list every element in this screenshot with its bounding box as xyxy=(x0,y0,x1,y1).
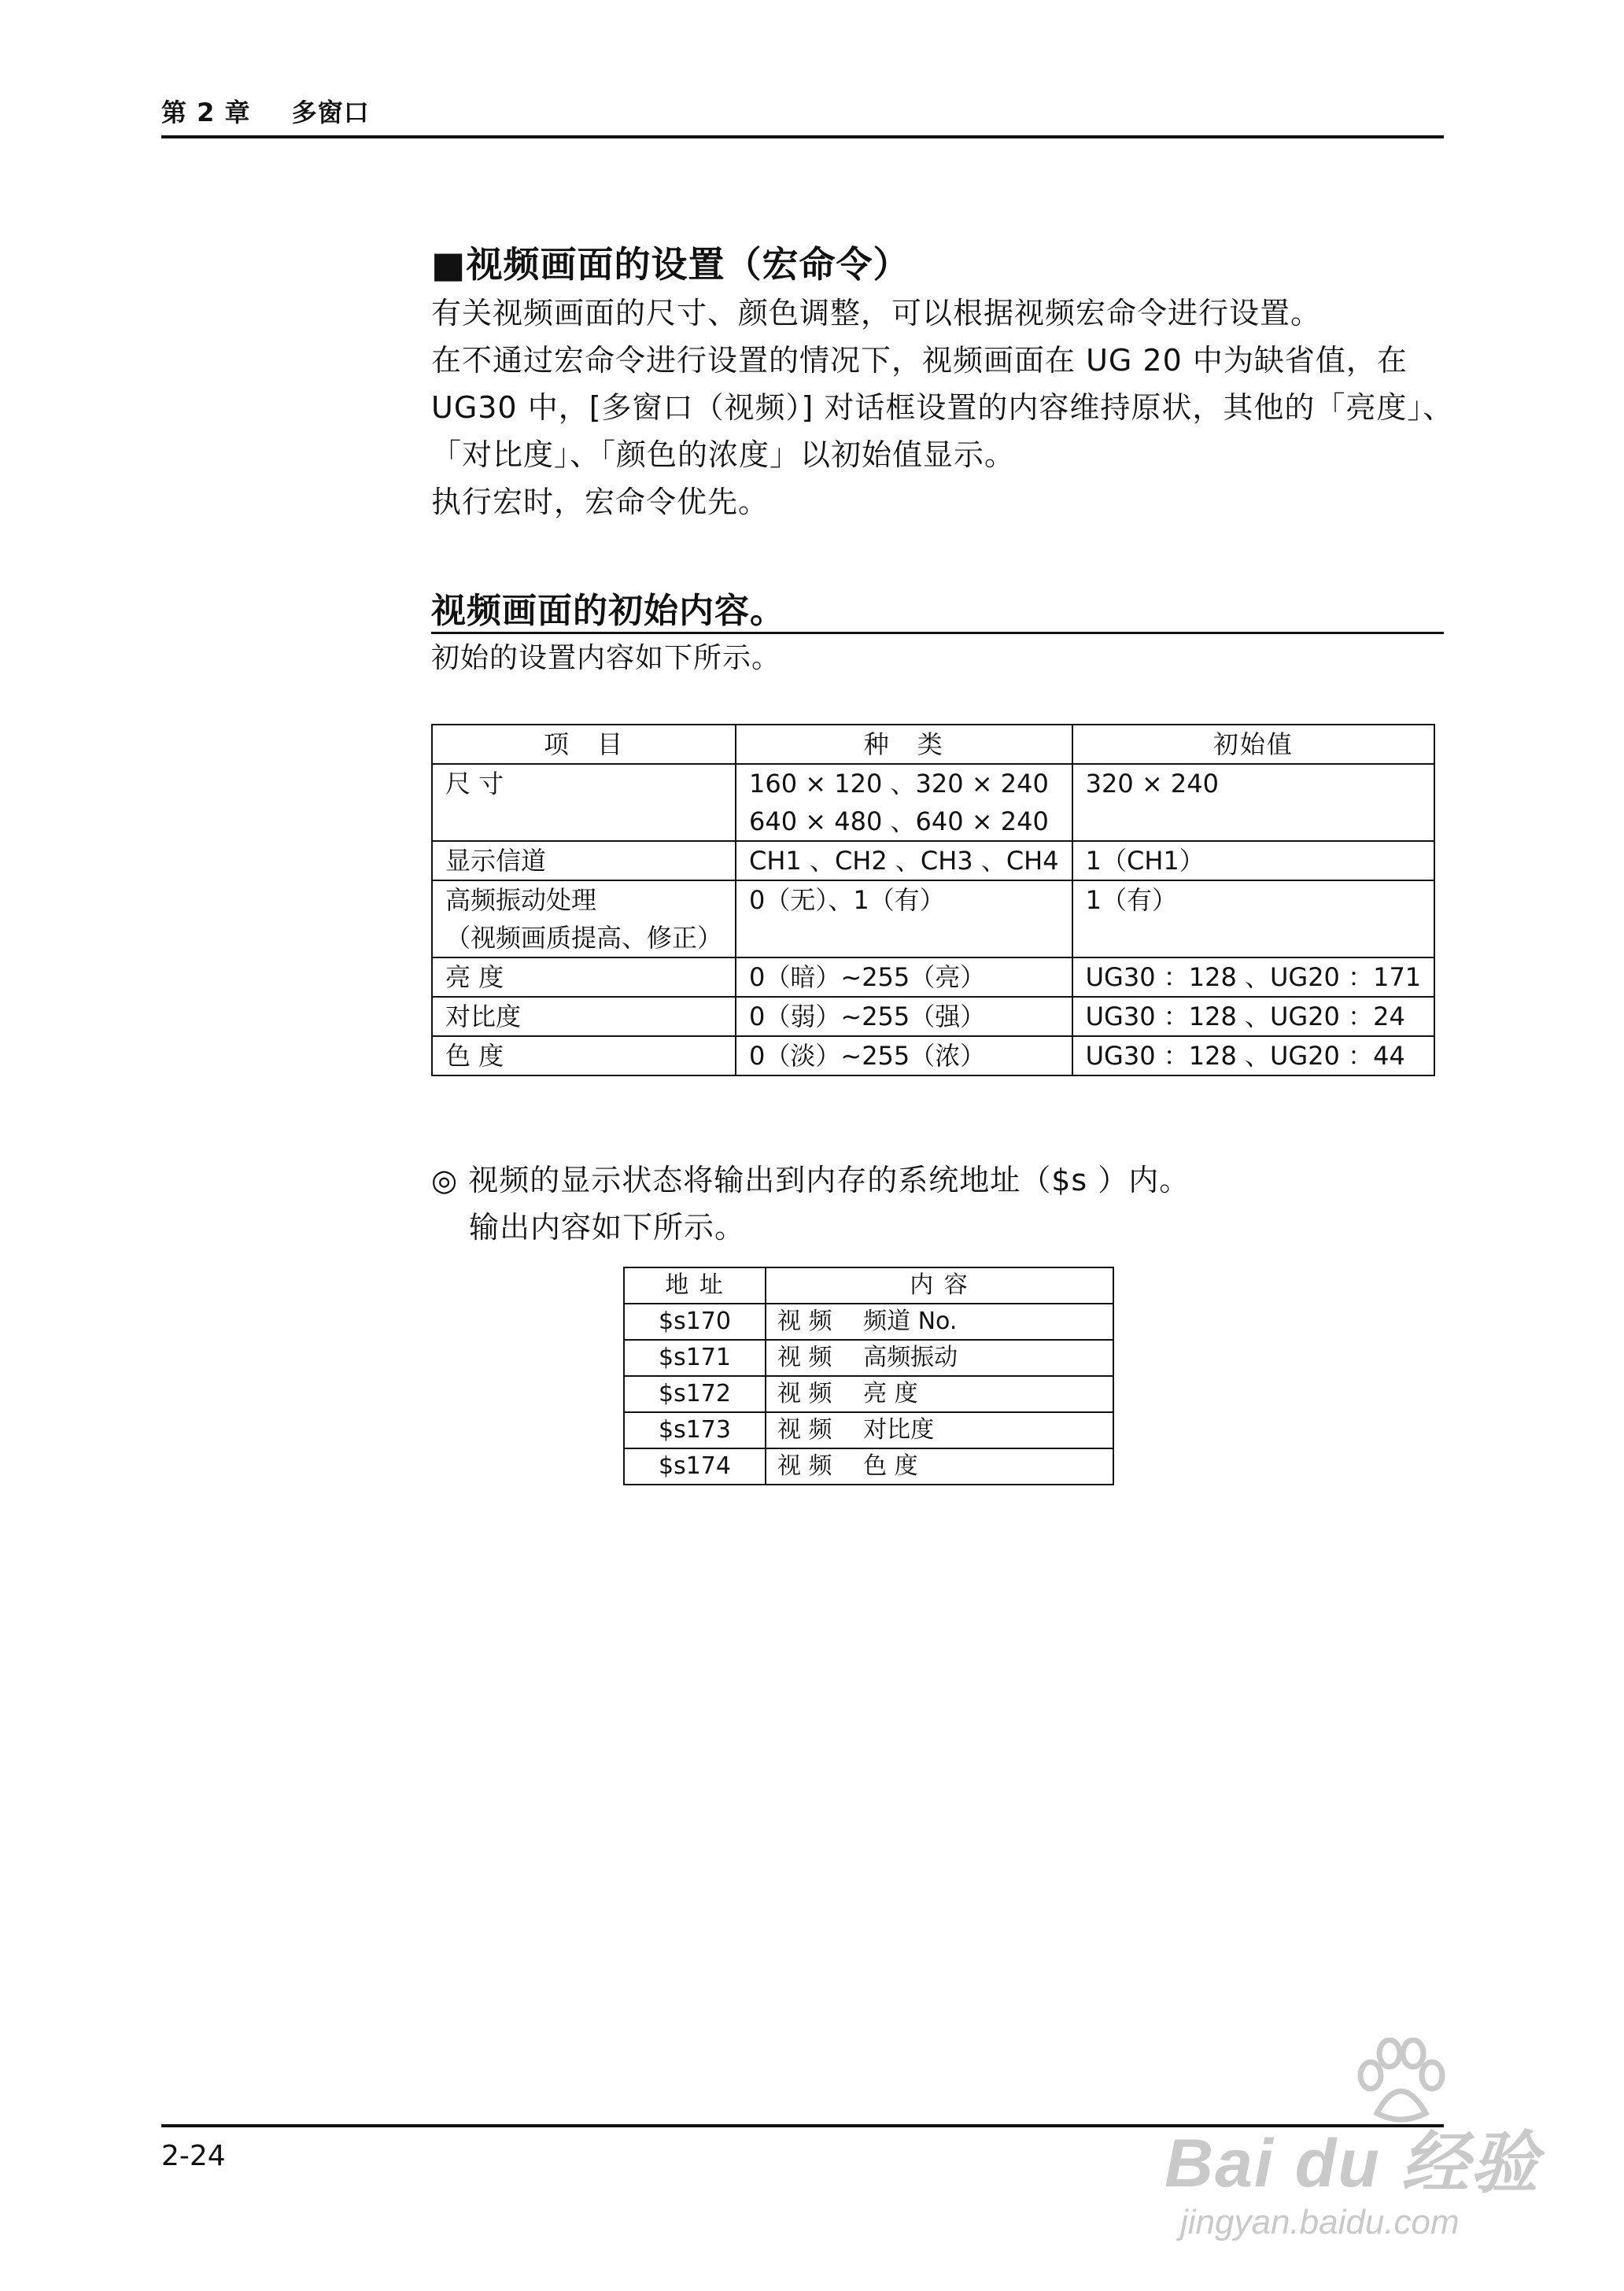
cell-address: $s173 xyxy=(624,1412,766,1448)
paragraph-line-3: UG30 中，[多窗口（视频）] 对话框设置的内容维持原状，其他的「亮度」、 xyxy=(431,390,1454,425)
paragraph-line-5: 执行宏时，宏命令优先。 xyxy=(431,485,770,519)
table-row xyxy=(432,957,1434,997)
cell-text: 显示信道 xyxy=(445,846,547,876)
cell-text: 高频振动处理 xyxy=(445,885,597,915)
cell-text: 色 度 xyxy=(445,1041,504,1071)
cell-text: 0（无）、1（有） xyxy=(749,885,945,915)
subsection-description: 初始的设置内容如下所示。 xyxy=(431,642,781,674)
subsection-title: 视频画面的初始内容。 xyxy=(431,591,785,631)
cell-text: 1（CH1） xyxy=(1085,846,1205,876)
cell-initial xyxy=(1072,764,1435,841)
cell-text: 对比度 xyxy=(445,1002,522,1031)
paragraph-line-1: 有关视频画面的尺寸、颜色调整，可以根据视频宏命令进行设置。 xyxy=(431,296,1322,330)
cell-kind xyxy=(736,764,1072,841)
chapter-title: 多窗口 xyxy=(291,98,370,127)
header-rule xyxy=(161,135,1444,138)
cell-text: 640 × 480 、640 × 240 xyxy=(749,806,1049,836)
cell-text: UG30 ：128 、UG20 ：24 xyxy=(1085,1002,1405,1031)
cell-text: 亮 度 xyxy=(445,962,504,992)
table-row xyxy=(432,1036,1434,1075)
header-address: 地 址 xyxy=(624,1267,766,1304)
cell-address: $s170 xyxy=(624,1304,766,1340)
table-body xyxy=(432,764,1434,1075)
cell-text: 0（暗）~255（亮） xyxy=(749,962,986,992)
cell-item xyxy=(432,841,736,880)
table-row xyxy=(624,1304,1113,1340)
table-row xyxy=(624,1376,1113,1412)
cell-kind xyxy=(736,997,1072,1036)
cell-kind xyxy=(736,880,1072,957)
table-row xyxy=(432,764,1434,841)
table-header-row xyxy=(432,725,1434,764)
initial-settings-table xyxy=(431,724,1435,1076)
watermark-url: jingyan.baidu.com xyxy=(1180,2203,1460,2241)
header-kind: 种 类 xyxy=(736,725,1072,764)
cell-text: 1（有） xyxy=(1085,885,1177,915)
cell-content: 视 频 亮 度 xyxy=(766,1376,1113,1412)
cell-initial xyxy=(1072,997,1435,1036)
cell-text: 0（弱）~255（强） xyxy=(749,1002,986,1031)
paragraph-line-4: 「对比度」、「颜色的浓度」以初始值显示。 xyxy=(431,437,1016,472)
memory-note: ◎ 视频的显示状态将输出到内存的系统地址（$s ）内。 xyxy=(431,1163,1190,1197)
cell-text: 160 × 120 、320 × 240 xyxy=(749,769,1049,799)
cell-initial xyxy=(1072,957,1435,997)
cell-content: 视 频 色 度 xyxy=(766,1448,1113,1485)
chapter-number: 第 2 章 xyxy=(161,98,251,127)
cell-initial xyxy=(1072,880,1435,957)
cell-item xyxy=(432,1036,736,1075)
cell-address: $s172 xyxy=(624,1376,766,1412)
table-row xyxy=(432,880,1434,957)
memory-note-2: 输出内容如下所示。 xyxy=(469,1210,746,1245)
address-table xyxy=(623,1267,1114,1485)
table-row xyxy=(624,1448,1113,1485)
cell-item xyxy=(432,997,736,1036)
cell-text: UG30 ：128 、UG20 ：44 xyxy=(1085,1041,1405,1071)
page-number: 2-24 xyxy=(161,2140,226,2172)
chapter-header xyxy=(161,93,370,129)
section-title: ■视频画面的设置（宏命令） xyxy=(431,243,910,286)
cell-initial xyxy=(1072,1036,1435,1075)
subsection-rule xyxy=(431,632,1444,634)
cell-content: 视 频 对比度 xyxy=(766,1412,1113,1448)
header-initial: 初始值 xyxy=(1072,725,1435,764)
cell-item xyxy=(432,764,736,841)
table-header-row xyxy=(624,1267,1113,1304)
watermark-brand: Bai du 经验 xyxy=(1164,2126,1540,2201)
cell-kind xyxy=(736,957,1072,997)
cell-address: $s174 xyxy=(624,1448,766,1485)
cell-kind xyxy=(736,1036,1072,1075)
cell-text: （视频画质提高、修正） xyxy=(445,923,723,953)
cell-content: 视 频 频道 No. xyxy=(766,1304,1113,1340)
cell-kind xyxy=(736,841,1072,880)
header-content: 内 容 xyxy=(766,1267,1113,1304)
cell-text: 0（淡）~255（浓） xyxy=(749,1041,986,1071)
table-row xyxy=(624,1412,1113,1448)
cell-text: 320 × 240 xyxy=(1085,769,1219,799)
cell-item xyxy=(432,957,736,997)
cell-initial xyxy=(1072,841,1435,880)
paragraph-line-2: 在不通过宏命令进行设置的情况下，视频画面在 UG 20 中为缺省值，在 xyxy=(431,343,1408,378)
table-row xyxy=(432,997,1434,1036)
header-item: 项 目 xyxy=(432,725,736,764)
cell-item xyxy=(432,880,736,957)
table-row xyxy=(624,1340,1113,1376)
cell-text: 尺 寸 xyxy=(445,769,504,799)
table-row xyxy=(432,841,1434,880)
cell-address: $s171 xyxy=(624,1340,766,1376)
cell-text: CH1 、CH2 、CH3 、CH4 xyxy=(749,846,1059,876)
cell-content: 视 频 高频振动 xyxy=(766,1340,1113,1376)
cell-text: UG30 ：128 、UG20 ：171 xyxy=(1085,962,1422,992)
table-body xyxy=(624,1304,1113,1485)
